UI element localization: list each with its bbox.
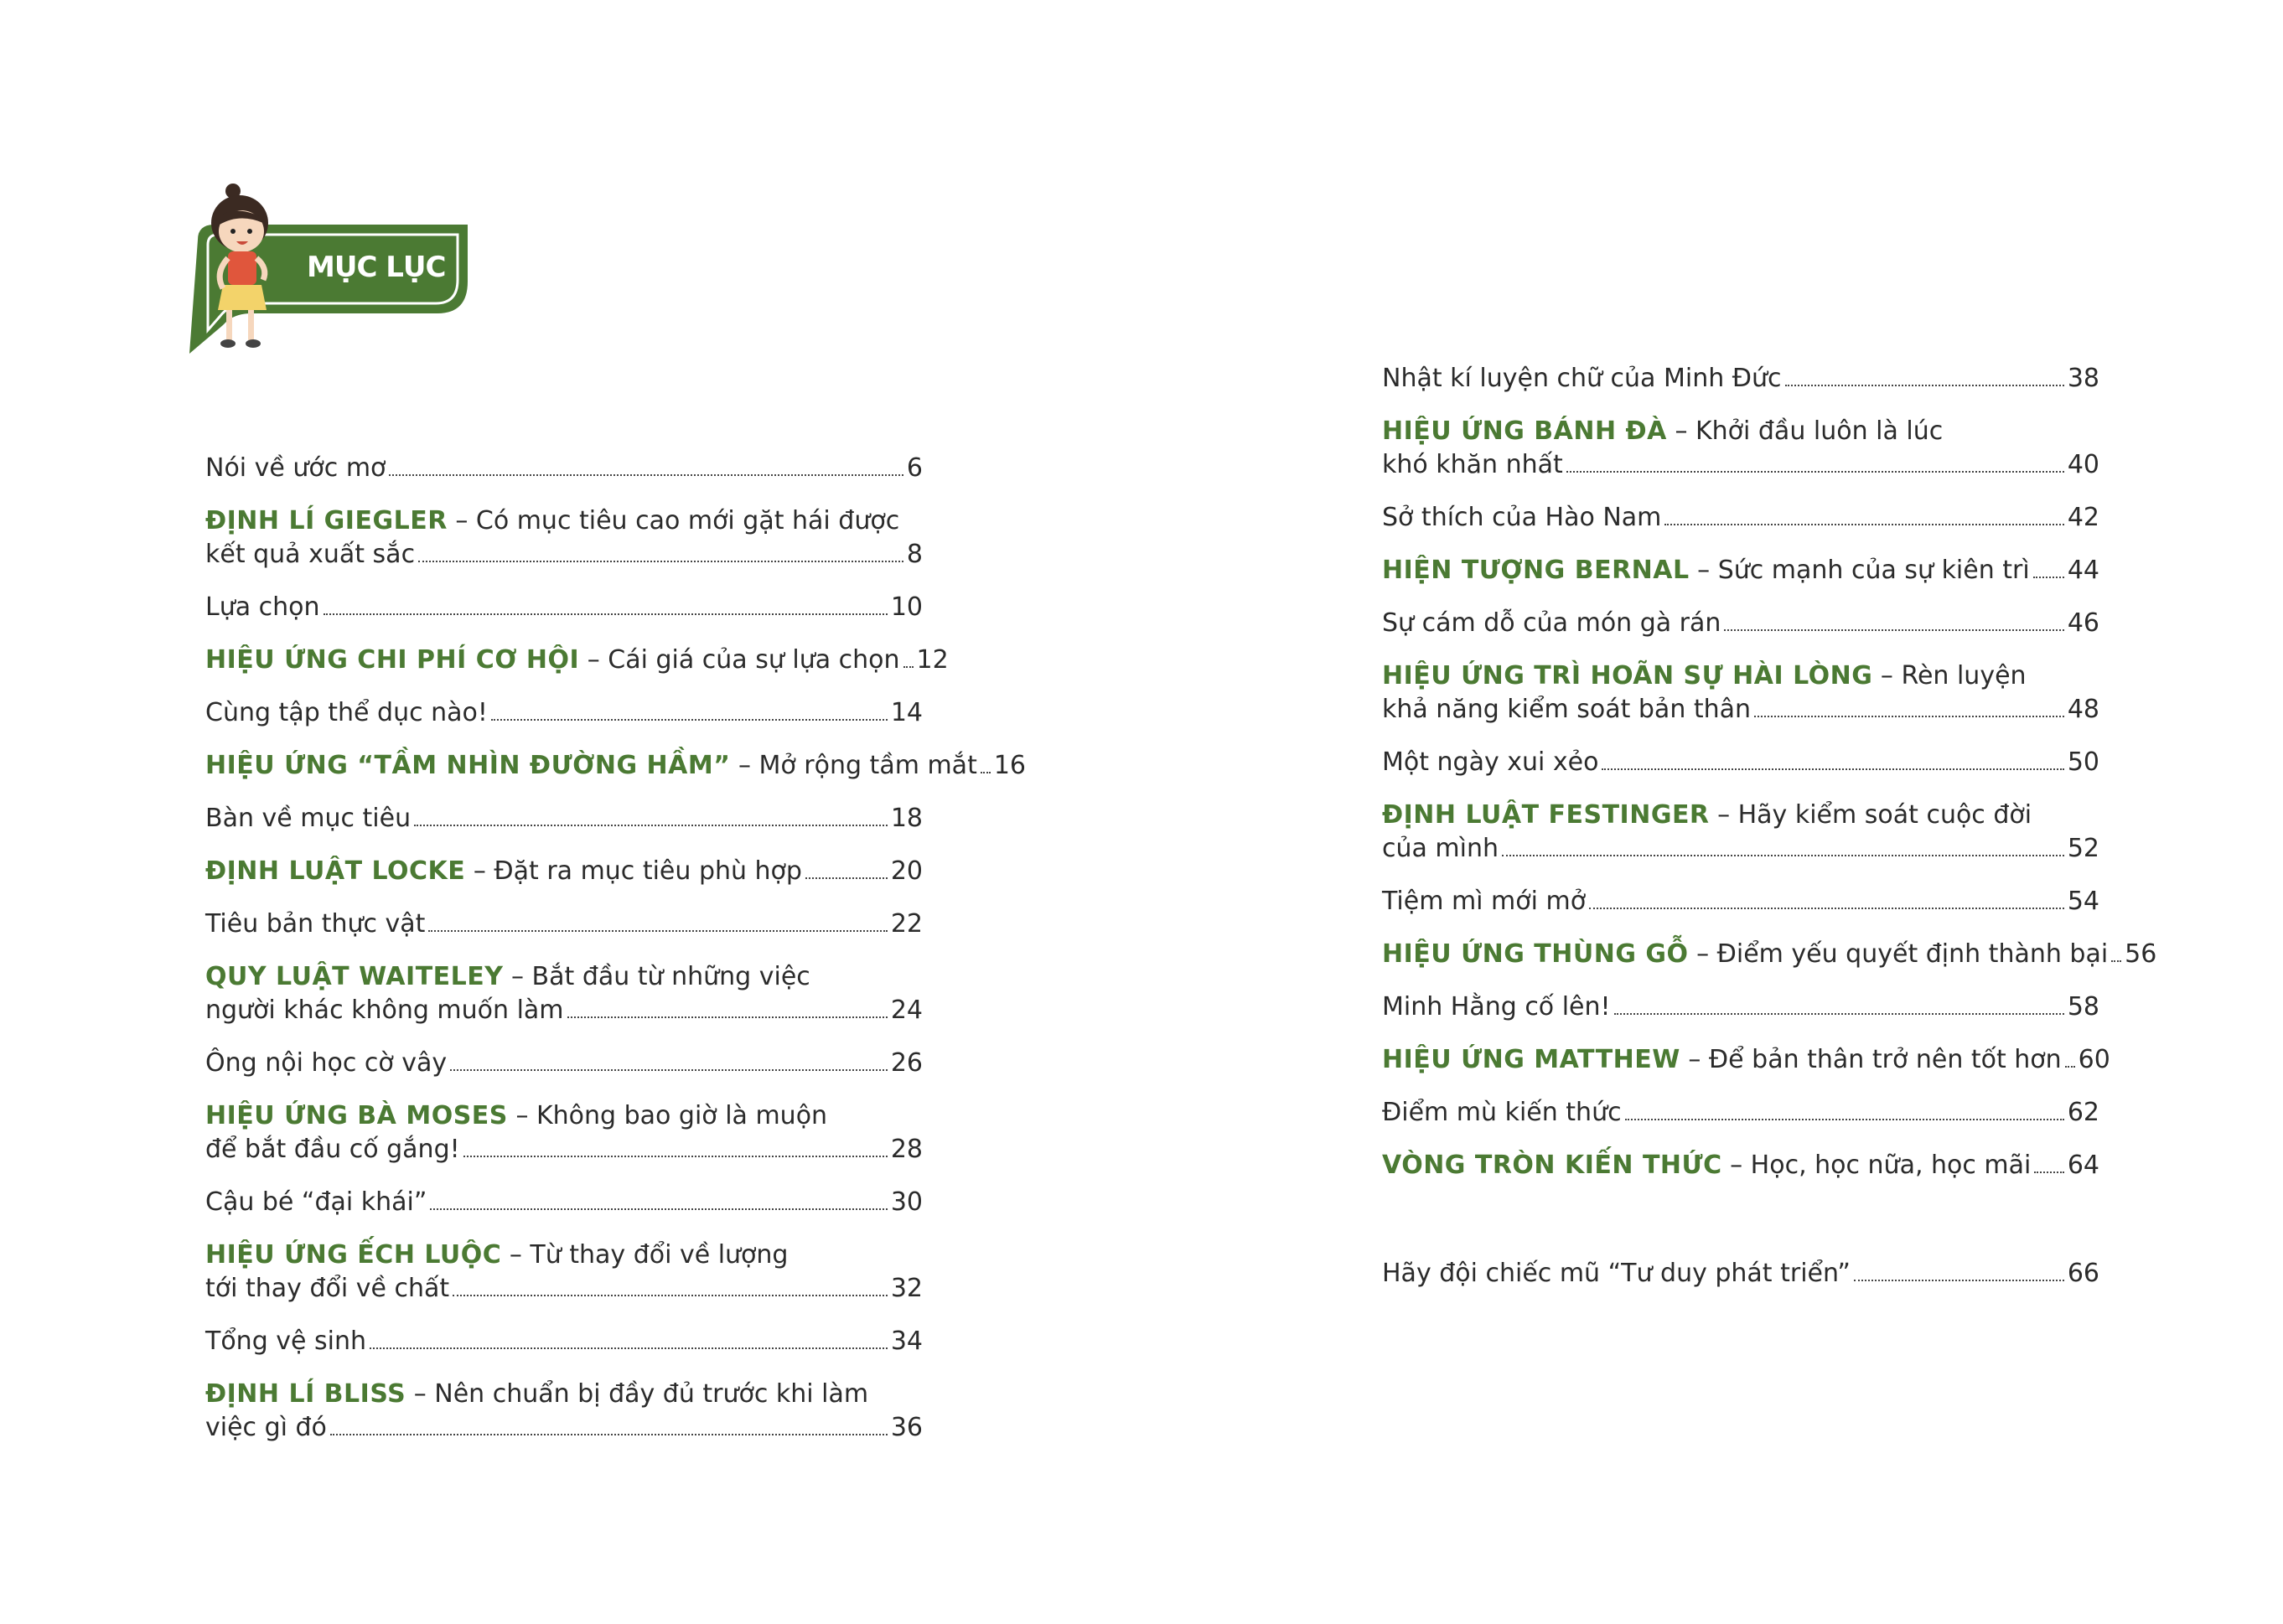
toc-entry-title: Nói về ước mơ	[205, 453, 386, 483]
toc-entry-text	[1382, 990, 1611, 1024]
toc-page-number: 18	[890, 804, 923, 833]
dotted-leader	[1754, 716, 2064, 717]
toc-page-number: 40	[2067, 450, 2099, 479]
toc-page-number: 6	[906, 453, 923, 483]
toc-entry-title: – Sức mạnh của sự kiên trì	[1689, 556, 2030, 585]
dotted-leader	[1785, 385, 2064, 386]
toc-entry-text	[205, 452, 386, 485]
dotted-leader	[389, 474, 903, 476]
toc-entry-text	[205, 908, 425, 941]
toc-entry-line	[1382, 938, 2157, 971]
toc-entry[interactable]	[205, 1378, 923, 1445]
dotted-leader	[805, 877, 888, 879]
toc-entry-title: việc gì đó	[205, 1413, 327, 1442]
toc-entry-line	[1382, 607, 2099, 640]
page-title: MỤC LỤC	[307, 251, 446, 284]
toc-entry-keyword: ĐỊNH LÍ BLISS	[205, 1379, 406, 1409]
toc-page-number: 50	[2067, 747, 2099, 777]
toc-entry-text	[205, 696, 488, 730]
toc-entry-keyword: ĐỊNH LUẬT FESTINGER	[1382, 800, 1710, 830]
toc-entry-line	[205, 749, 1027, 783]
toc-entry-text	[205, 1325, 366, 1358]
toc-entry[interactable]	[205, 855, 923, 888]
toc-entry-line	[205, 591, 923, 624]
toc-entry-text	[205, 538, 415, 572]
toc-entry-title: người khác không muốn làm	[205, 996, 564, 1025]
toc-entry-line	[205, 1047, 923, 1080]
toc-entry-line	[205, 855, 923, 888]
toc-entry-title: Nhật kí luyện chữ của Minh Đức	[1382, 364, 1782, 393]
toc-entry-text	[1382, 885, 1586, 918]
toc-entry-text	[1382, 448, 1563, 482]
toc-entry-title: – Để bản thân trở nên tốt hơn	[1680, 1045, 2062, 1074]
toc-entry-title: Lựa chọn	[205, 592, 320, 622]
toc-entry[interactable]	[1382, 1257, 2099, 1290]
toc-entry[interactable]	[205, 696, 923, 730]
dotted-leader	[463, 1156, 888, 1157]
toc-entry[interactable]	[205, 960, 923, 1027]
toc-entry-line	[1382, 554, 2099, 587]
toc-entry-title: Điểm mù kiến thức	[1382, 1098, 1622, 1127]
toc-header	[186, 181, 471, 357]
toc-entry-line	[1382, 990, 2099, 1024]
toc-entry-keyword: ĐỊNH LUẬT LOCKE	[205, 856, 466, 886]
dotted-leader	[430, 1208, 887, 1210]
toc-entry-text	[1382, 1149, 2031, 1182]
toc-entry-text	[205, 644, 900, 677]
toc-entry-title: Cậu bé “đại khái”	[205, 1187, 427, 1217]
toc-entry[interactable]	[1382, 554, 2099, 587]
toc-column-left	[205, 452, 1027, 1464]
toc-entry-title: Tiệm mì mới mở	[1382, 887, 1587, 916]
toc-entry-title: – Đặt ra mục tiêu phù hợp	[465, 856, 802, 886]
toc-page-number: 46	[2067, 608, 2099, 638]
toc-entry-keyword: HIỆU ỨNG “TẦM NHÌN ĐƯỜNG HẦM”	[205, 751, 731, 780]
toc-page-number: 32	[890, 1274, 923, 1303]
toc-entry[interactable]	[1382, 415, 2099, 482]
toc-page-number: 24	[890, 996, 923, 1025]
toc-entry-subtitle: – Có mục tiêu cao mới gặt hái được	[447, 506, 900, 535]
toc-entry-line	[1382, 362, 2099, 396]
toc-entry-line	[1382, 1096, 2099, 1130]
toc-page-number: 48	[2067, 695, 2099, 724]
toc-entry-title: Minh Hằng cố lên!	[1382, 992, 1611, 1021]
section-spacer	[1382, 1202, 2099, 1257]
dotted-leader	[428, 930, 887, 932]
dotted-leader	[324, 613, 888, 615]
toc-entry-title: Sở thích của Hào Nam	[1382, 503, 1662, 532]
toc-entry-title: Ông nội học cờ vây	[205, 1048, 448, 1078]
toc-entry-line	[205, 452, 923, 485]
toc-entry-title: kết quả xuất sắc	[205, 540, 416, 569]
toc-entry-text	[205, 1186, 427, 1219]
toc-entry[interactable]	[205, 452, 923, 485]
toc-entry-subtitle: – Bắt đầu từ những việc	[503, 962, 810, 991]
toc-entry[interactable]	[1382, 746, 2099, 779]
toc-entry-text	[1382, 1043, 2062, 1077]
toc-entry[interactable]	[1382, 885, 2099, 918]
toc-entry-subtitle: – Khởi đầu luôn là lúc	[1666, 416, 1944, 446]
dotted-leader	[2111, 960, 2121, 962]
toc-entry-line	[1382, 501, 2099, 535]
toc-page-number: 12	[916, 645, 949, 675]
toc-entry-title: Tiêu bản thực vật	[205, 909, 426, 939]
toc-entry-keyword: HIỆU ỨNG BÁNH ĐÀ	[1382, 416, 1667, 446]
toc-entry-title: của mình	[1382, 834, 1499, 863]
toc-page-number: 34	[890, 1327, 923, 1356]
toc-entry[interactable]	[1382, 607, 2099, 640]
toc-entry-keyword: HIỆN TƯỢNG BERNAL	[1382, 556, 1690, 585]
toc-page-number: 64	[2067, 1151, 2099, 1180]
dotted-leader	[903, 666, 914, 668]
toc-page-number: 22	[890, 909, 923, 939]
dotted-leader	[1589, 908, 2064, 909]
toc-entry-text	[1382, 832, 1499, 866]
dotted-leader	[2034, 1171, 2063, 1173]
dotted-leader	[1614, 1013, 2064, 1015]
toc-entry-line	[205, 1186, 923, 1219]
toc-entry-line	[205, 538, 923, 572]
toc-entry-line	[205, 802, 923, 835]
toc-entry[interactable]	[205, 1099, 923, 1166]
toc-entry[interactable]	[205, 504, 923, 572]
toc-page-number: 38	[2067, 364, 2099, 393]
toc-entry-title: Sự cám dỗ của món gà rán	[1382, 608, 1721, 638]
toc-entry[interactable]	[1382, 362, 2099, 396]
toc-entry[interactable]	[205, 1047, 923, 1080]
toc-entry-text	[1382, 746, 1598, 779]
toc-entry-line	[1382, 832, 2099, 866]
toc-entry[interactable]	[1382, 1043, 2110, 1077]
dotted-leader	[1854, 1280, 2064, 1281]
toc-entry-subtitle: – Rèn luyện	[1872, 661, 2027, 690]
toc-entry-keyword: HIỆU ỨNG TRÌ HOÃN SỰ HÀI LÒNG	[1382, 661, 1873, 690]
toc-entry-line	[1382, 1149, 2099, 1182]
toc-entry-line	[1382, 448, 2099, 482]
toc-entry[interactable]	[1382, 501, 2099, 535]
toc-entry-line	[1382, 1043, 2110, 1077]
toc-page-number: 42	[2067, 503, 2099, 532]
toc-page-number: 60	[2078, 1045, 2110, 1074]
toc-entry-line	[205, 1272, 923, 1306]
toc-entry-line	[1382, 1257, 2099, 1290]
toc-entry-first-line	[1382, 659, 2099, 693]
dotted-leader	[981, 772, 991, 773]
toc-entry[interactable]	[1382, 659, 2099, 727]
toc-entry-first-line	[1382, 415, 2099, 448]
dotted-leader	[1625, 1119, 2064, 1120]
toc-entry[interactable]	[205, 1325, 923, 1358]
toc-entry-first-line	[205, 1099, 923, 1133]
toc-entry-line	[205, 1411, 923, 1445]
toc-page-number: 66	[2067, 1259, 2099, 1288]
toc-entry-text	[1382, 554, 2030, 587]
toc-entry-text	[1382, 938, 2108, 971]
toc-entry-title: Cùng tập thể dục nào!	[205, 698, 488, 727]
toc-entry-keyword: ĐỊNH LÍ GIEGLER	[205, 506, 448, 535]
toc-entry-text	[205, 855, 802, 888]
toc-entry-line	[1382, 746, 2099, 779]
toc-entry-line	[205, 994, 923, 1027]
dotted-leader	[2033, 577, 2064, 578]
toc-entry[interactable]	[1382, 1096, 2099, 1130]
girl-mascot-icon	[186, 181, 278, 357]
toc-entry-title: – Cái giá của sự lựa chọn	[579, 645, 900, 675]
toc-page-number: 58	[2067, 992, 2099, 1021]
toc-entry-text	[1382, 1257, 1851, 1290]
dotted-leader	[567, 1016, 888, 1018]
toc-entry-title: để bắt đầu cố gắng!	[205, 1135, 460, 1164]
toc-entry-line	[205, 644, 949, 677]
toc-entry-keyword: HIỆU ỨNG BÀ MOSES	[205, 1101, 508, 1130]
toc-entry-subtitle: – Hãy kiểm soát cuộc đời	[1709, 800, 2032, 830]
toc-entry-line	[205, 1325, 923, 1358]
toc-entry-keyword: HIỆU ỨNG ẾCH LUỘC	[205, 1240, 502, 1270]
toc-entry-keyword: HIỆU ỨNG CHI PHÍ CƠ HỘI	[205, 645, 580, 675]
dotted-leader	[2065, 1066, 2075, 1068]
dotted-leader	[1724, 629, 2063, 631]
toc-page-number: 54	[2067, 887, 2099, 916]
toc-entry-first-line	[205, 1239, 923, 1272]
toc-entry-text	[1382, 607, 1721, 640]
toc-column-right	[1382, 362, 2157, 1310]
toc-entry-line	[1382, 693, 2099, 727]
toc-entry-text	[1382, 1096, 1622, 1130]
toc-entry[interactable]	[1382, 1149, 2099, 1182]
toc-page-number: 52	[2067, 834, 2099, 863]
toc-entry[interactable]	[205, 1186, 923, 1219]
toc-entry-subtitle: – Từ thay đổi về lượng	[501, 1240, 789, 1270]
toc-entry[interactable]	[1382, 799, 2099, 866]
toc-entry-text	[205, 1047, 447, 1080]
toc-entry-title: tới thay đổi về chất	[205, 1274, 450, 1303]
toc-entry-text	[205, 802, 411, 835]
dotted-leader	[450, 1069, 888, 1071]
toc-entry-keyword: QUY LUẬT WAITELEY	[205, 962, 504, 991]
toc-entry-text	[1382, 362, 1782, 396]
toc-page-number: 56	[2125, 939, 2157, 969]
toc-entry-title: Hãy đội chiếc mũ “Tư duy phát triển”	[1382, 1259, 1851, 1288]
toc-page-number: 62	[2067, 1098, 2099, 1127]
toc-page-number: 44	[2067, 556, 2099, 585]
toc-entry-line	[205, 1133, 923, 1166]
dotted-leader	[418, 561, 903, 562]
toc-entry-text	[1382, 693, 1751, 727]
toc-entry-title: khả năng kiểm soát bản thân	[1382, 695, 1752, 724]
toc-entry[interactable]	[205, 1239, 923, 1306]
toc-page-number: 26	[890, 1048, 923, 1078]
dotted-leader	[491, 719, 888, 721]
toc-entry-keyword: HIỆU ỨNG THÙNG GỖ	[1382, 939, 1689, 969]
toc-entry-title: khó khăn nhất	[1382, 450, 1563, 479]
toc-page-number: 20	[890, 856, 923, 886]
toc-entry-text	[205, 749, 977, 783]
toc-entry-title: Bàn về mục tiêu	[205, 804, 412, 833]
toc-entry-line	[205, 696, 923, 730]
toc-entry-title: – Điểm yếu quyết định thành bại	[1688, 939, 2109, 969]
toc-entry-first-line	[205, 504, 923, 538]
dotted-leader	[453, 1295, 888, 1296]
toc-entry-title: Tổng vệ sinh	[205, 1327, 367, 1356]
toc-entry-line	[1382, 885, 2099, 918]
toc-entry-title: Một ngày xui xẻo	[1382, 747, 1599, 777]
toc-entry[interactable]	[205, 908, 923, 941]
toc-page-number: 28	[890, 1135, 923, 1164]
toc-entry-text	[205, 1272, 449, 1306]
toc-entry[interactable]	[1382, 990, 2099, 1024]
dotted-leader	[1664, 524, 2063, 525]
toc-page-number: 36	[890, 1413, 923, 1442]
toc-page-number: 8	[906, 540, 923, 569]
toc-page-number: 30	[890, 1187, 923, 1217]
dotted-leader	[1566, 471, 2064, 473]
toc-entry[interactable]	[205, 802, 923, 835]
toc-page-number: 16	[993, 751, 1027, 780]
toc-entry-subtitle: – Nên chuẩn bị đầy đủ trước khi làm	[406, 1379, 869, 1409]
toc-entry-text	[205, 591, 320, 624]
toc-entry-text	[205, 1133, 460, 1166]
dotted-leader	[1502, 855, 2064, 856]
toc-page-number: 14	[890, 698, 923, 727]
dotted-leader	[414, 825, 888, 826]
toc-entry-keyword: VÒNG TRÒN KIẾN THỨC	[1382, 1151, 1722, 1180]
toc-page-number: 10	[890, 592, 923, 622]
toc-entry[interactable]	[205, 749, 1027, 783]
dotted-leader	[1602, 768, 2063, 770]
toc-entry-title: – Học, học nữa, học mãi	[1721, 1151, 2032, 1180]
toc-entry[interactable]	[205, 591, 923, 624]
toc-entry-line	[205, 908, 923, 941]
toc-entry-title: – Mở rộng tầm mắt	[730, 751, 977, 780]
toc-entry-first-line	[1382, 799, 2099, 832]
toc-entry-first-line	[205, 1378, 923, 1411]
toc-entry-text	[205, 994, 564, 1027]
toc-entry-first-line	[205, 960, 923, 994]
toc-entry[interactable]	[205, 644, 949, 677]
toc-entry-text	[205, 1411, 327, 1445]
toc-entry-subtitle: – Không bao giờ là muộn	[507, 1101, 828, 1130]
toc-entry-text	[1382, 501, 1661, 535]
dotted-leader	[330, 1434, 888, 1435]
dotted-leader	[370, 1347, 888, 1349]
toc-entry-keyword: HIỆU ỨNG MATTHEW	[1382, 1045, 1680, 1074]
toc-entry[interactable]	[1382, 938, 2157, 971]
